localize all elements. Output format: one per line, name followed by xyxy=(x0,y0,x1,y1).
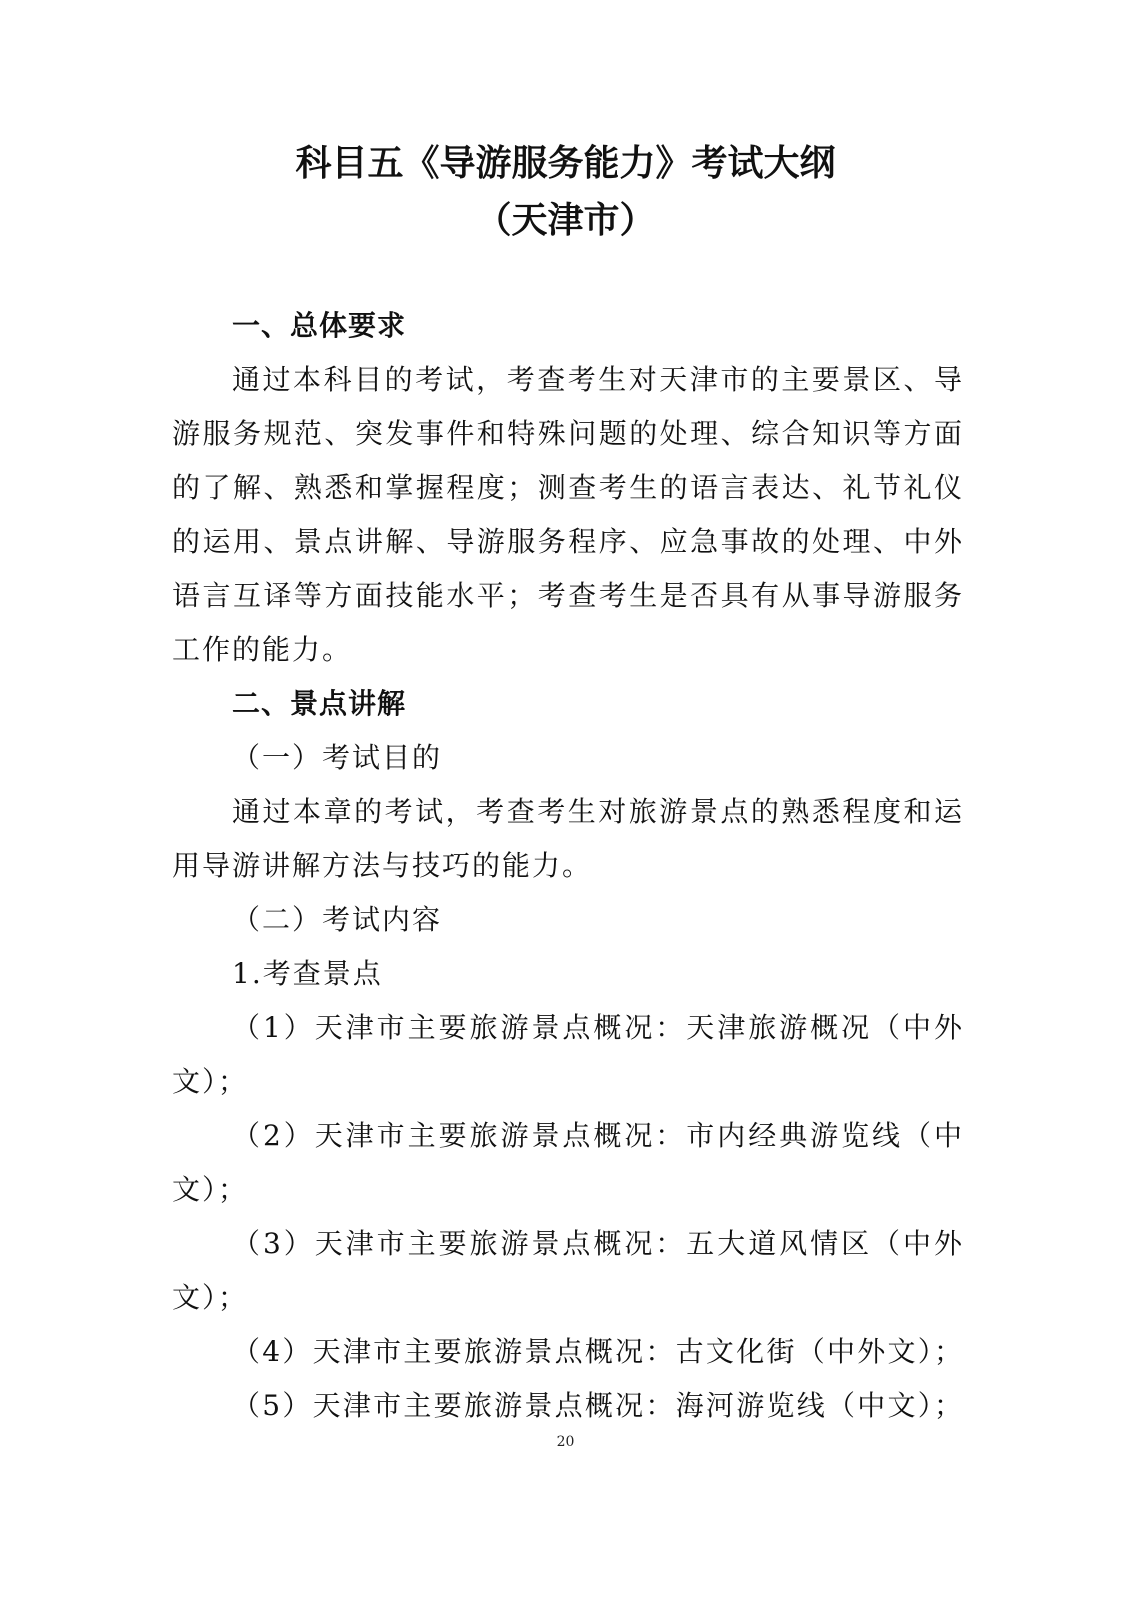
list-item: （1）天津市主要旅游景点概况：天津旅游概况（中外 xyxy=(232,1011,962,1044)
list-item: （2）天津市主要旅游景点概况：市内经典游览线（中 xyxy=(232,1119,962,1152)
page-number: 20 xyxy=(556,1434,575,1450)
paragraph-line: 通过本科目的考试，考查考生对天津市的主要景区、导 xyxy=(232,363,962,396)
paragraph-line: 用导游讲解方法与技巧的能力。 xyxy=(172,849,593,882)
list-item-continuation: 文）； xyxy=(172,1281,249,1314)
list-item: （3）天津市主要旅游景点概况：五大道风情区（中外 xyxy=(232,1227,962,1260)
document-subtitle: （天津市） xyxy=(475,200,656,241)
list-item: （5）天津市主要旅游景点概况：海河游览线（中文）； xyxy=(232,1389,962,1422)
list-item-continuation: 文）； xyxy=(172,1065,249,1098)
paragraph-line: 通过本章的考试，考查考生对旅游景点的熟悉程度和运 xyxy=(232,795,962,828)
paragraph-line: 语言互译等方面技能水平；考查考生是否具有从事导游服务 xyxy=(172,579,962,612)
paragraph-line: 游服务规范、突发事件和特殊问题的处理、综合知识等方面 xyxy=(172,417,962,450)
subsection-heading-exam-content: （二）考试内容 xyxy=(232,903,443,936)
paragraph-line: 的了解、熟悉和掌握程度；测查考生的语言表达、礼节礼仪 xyxy=(172,471,962,504)
paragraph-line: 的运用、景点讲解、导游服务程序、应急事故的处理、中外 xyxy=(172,525,962,558)
paragraph-line: 工作的能力。 xyxy=(172,633,353,666)
list-item: （4）天津市主要旅游景点概况：古文化街（中外文）； xyxy=(232,1335,962,1368)
section-heading-scenic-explanation: 二、景点讲解 xyxy=(232,687,407,720)
document-title: 科目五《导游服务能力》考试大纲 xyxy=(295,143,836,184)
list-heading-scenic-spots: 1.考查景点 xyxy=(232,957,383,990)
section-heading-general-requirements: 一、总体要求 xyxy=(232,309,407,342)
subsection-heading-exam-purpose: （一）考试目的 xyxy=(232,741,443,774)
document-body xyxy=(172,299,962,1433)
list-item-continuation: 文）； xyxy=(172,1173,249,1206)
